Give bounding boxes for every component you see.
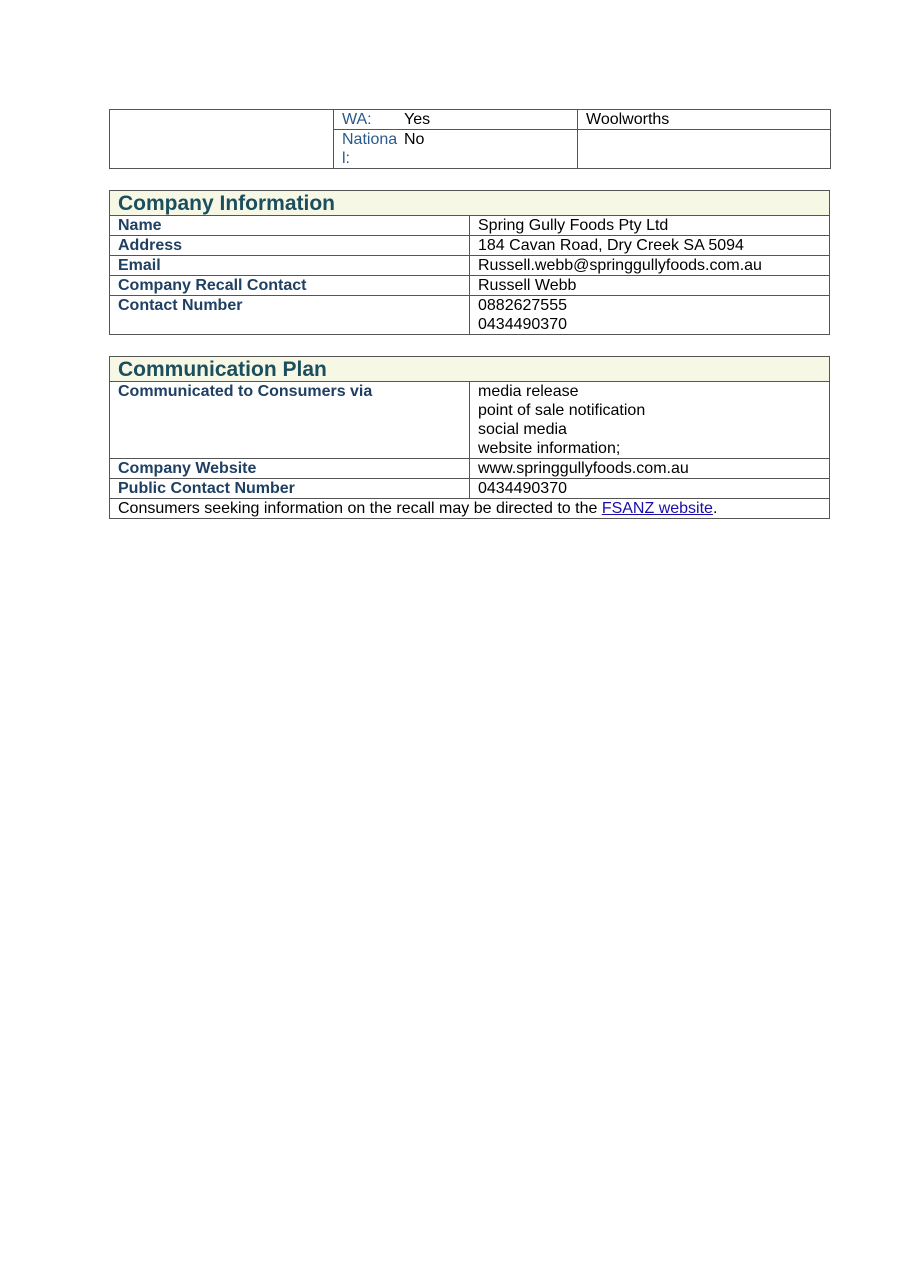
state-row-national (334, 129, 577, 168)
company-website-value: www.springgullyfoods.com.au (470, 459, 830, 479)
contact-number-line: 0434490370 (478, 316, 567, 333)
public-contact-number-label: Public Contact Number (110, 479, 470, 499)
address-value: 184 Cavan Road, Dry Creek SA 5094 (470, 236, 830, 256)
distribution-states-cell (334, 110, 578, 169)
distribution-retailers-cell (578, 110, 831, 169)
address-label: Address (110, 236, 470, 256)
name-value: Spring Gully Foods Pty Ltd (470, 216, 830, 236)
contact-number-value (470, 296, 830, 335)
retailer-name: Woolworths (586, 111, 670, 128)
channel-item: website information; (478, 440, 621, 457)
channel-item: social media (478, 421, 567, 438)
name-label: Name (110, 216, 470, 236)
communication-plan-table (109, 356, 830, 519)
state-value: Yes (404, 111, 431, 128)
state-name: WA: (342, 111, 372, 128)
contact-number-label: Contact Number (110, 296, 470, 335)
channel-item: point of sale notification (478, 402, 646, 419)
contact-number-line: 0882627555 (478, 297, 567, 314)
state-row-wa (334, 110, 577, 129)
company-information-heading: Company Information (110, 191, 830, 216)
fsanz-note-end: . (712, 500, 718, 517)
fsanz-note-text: Consumers seeking information on the recall may be directed to the (118, 500, 602, 517)
communication-plan-heading: Communication Plan (110, 357, 830, 382)
state-value: No (404, 131, 425, 148)
channels-value (470, 382, 830, 459)
fsanz-website-link[interactable]: FSANZ website (601, 500, 713, 517)
state-name: National: (342, 131, 398, 167)
channels-label: Communicated to Consumers via (110, 382, 470, 459)
retailer-name (578, 129, 830, 168)
fsanz-note (110, 499, 830, 519)
recall-contact-value: Russell Webb (470, 276, 830, 296)
channel-item: media release (478, 383, 579, 400)
distribution-empty-cell (110, 110, 334, 169)
email-value: Russell.webb@springgullyfoods.com.au (470, 256, 830, 276)
company-website-label: Company Website (110, 459, 470, 479)
public-contact-number-value: 0434490370 (470, 479, 830, 499)
email-label: Email (110, 256, 470, 276)
company-information-table (109, 190, 830, 335)
recall-contact-label: Company Recall Contact (110, 276, 470, 296)
distribution-table (109, 109, 831, 169)
